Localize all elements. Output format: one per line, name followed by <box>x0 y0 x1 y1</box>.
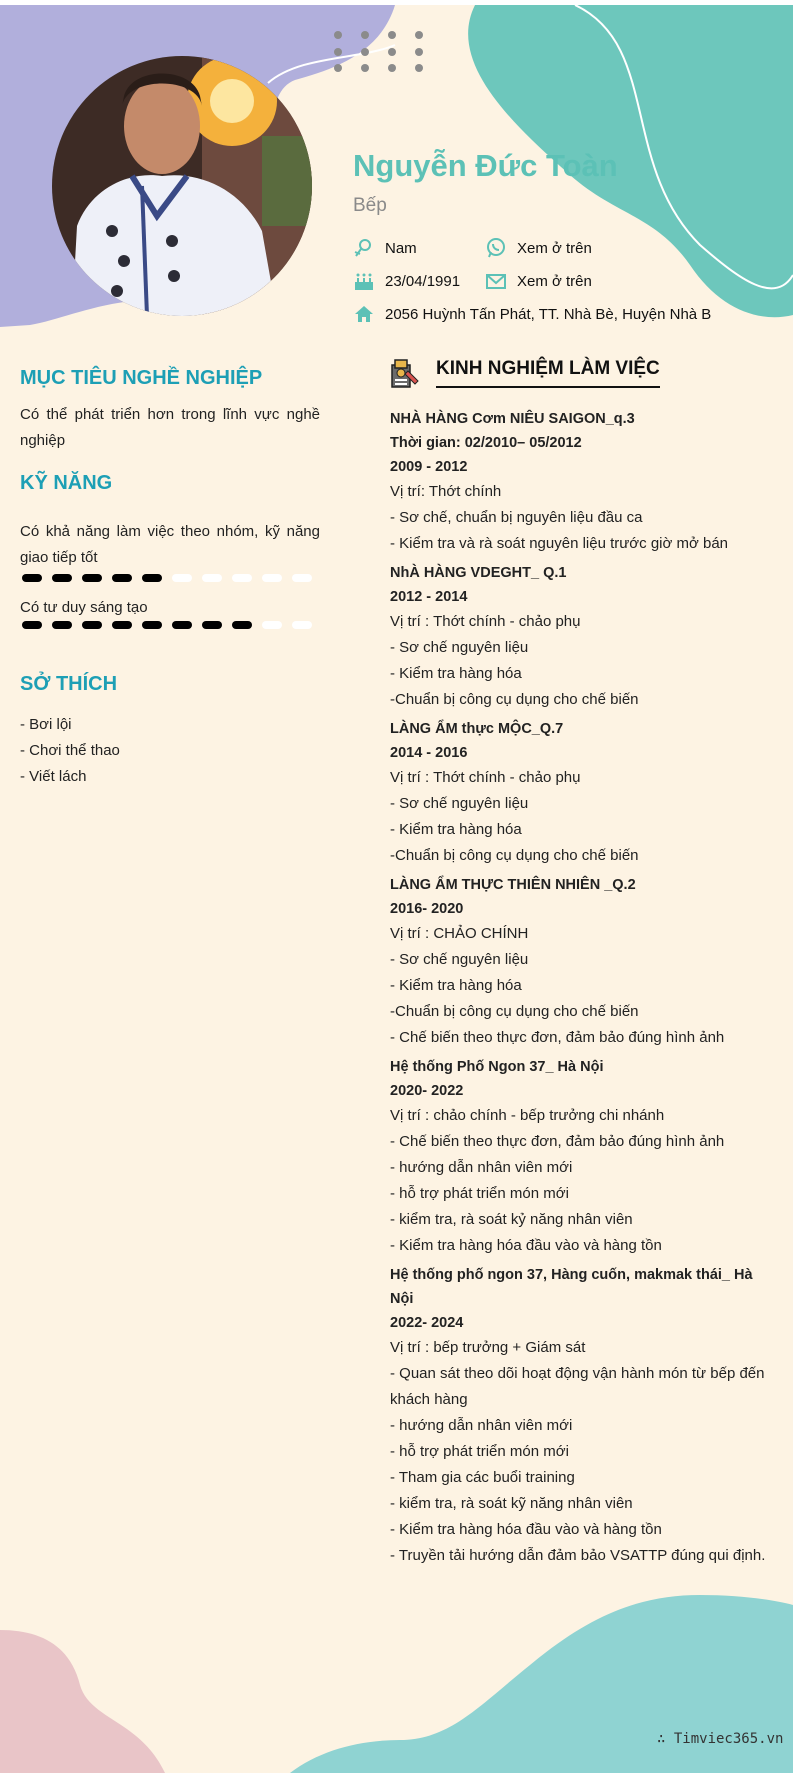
skills-heading: KỸ NĂNG <box>20 472 113 494</box>
rating-segment-filled <box>82 621 102 629</box>
skill-1-label: Có khả năng làm việc theo nhóm, kỹ năng giao tiếp tốt <box>20 523 320 566</box>
email-value[interactable]: Xem ở trên <box>517 272 592 290</box>
avatar-photo <box>52 56 312 316</box>
job-duty: -Chuẩn bị công cụ dụng cho chế biến <box>390 691 639 708</box>
address-value: 2056 Huỳnh Tấn Phát, TT. Nhà Bè, Huyện Nhà B <box>385 305 712 323</box>
experience-heading: KINH NGHIỆM LÀM VIỆC <box>436 358 660 388</box>
rating-segment-filled <box>52 621 72 629</box>
experience-entry <box>390 1055 770 1259</box>
hobby-item: - Chơi thể thao <box>20 742 120 759</box>
rating-segment-filled <box>142 621 162 629</box>
employment-period: 2022- 2024 <box>390 1315 464 1331</box>
rating-segment-filled <box>22 574 42 582</box>
rating-segment-empty <box>292 621 312 629</box>
experience-header <box>390 357 660 389</box>
job-duty: - kiểm tra, rà soát kỷ năng nhân viên <box>390 1211 633 1228</box>
job-duty: - Sơ chế nguyên liệu <box>390 795 529 812</box>
job-duty: - hỗ trợ phát triển món mới <box>390 1185 569 1202</box>
birthday-row <box>353 270 460 292</box>
employment-period: 2016- 2020 <box>390 901 464 917</box>
experience-entry <box>390 873 770 1051</box>
job-duty: - Kiểm tra hàng hóa đầu vào và hàng tồn <box>390 1521 662 1538</box>
birthday-value: 23/04/1991 <box>385 272 461 290</box>
job-duty: - Chế biến theo thực đơn, đảm bảo đúng hình ảnh <box>390 1029 725 1046</box>
address-row <box>353 303 711 325</box>
job-duty: - hỗ trợ phát triển món mới <box>390 1443 569 1460</box>
rating-segment-empty <box>202 574 222 582</box>
job-position: Vị trí : chảo chính - bếp trưởng chi nhánh <box>390 1107 665 1124</box>
pink-blob <box>0 1630 165 1773</box>
experience-entry <box>390 717 770 869</box>
skill-2-rating-bar <box>20 619 320 631</box>
job-position: Vị trí : bếp trưởng + Giám sát <box>390 1339 586 1356</box>
skill-2-label: Có tư duy sáng tạo <box>20 599 148 616</box>
employer-name: LÀNG ẨM THỰC THIÊN NHIÊN _Q.2 <box>390 877 636 893</box>
site-watermark: ∴ Timviec365.vn <box>657 1731 784 1747</box>
rating-segment-filled <box>52 574 72 582</box>
job-position: Vị trí : Thớt chính - chảo phụ <box>390 769 581 786</box>
rating-segment-filled <box>22 621 42 629</box>
rating-segment-empty <box>292 574 312 582</box>
job-duty: - Sơ chế nguyên liệu <box>390 951 529 968</box>
email-row <box>485 270 592 292</box>
email-icon <box>485 270 507 292</box>
employer-name: Hệ thống phố ngon 37, Hàng cuốn, makmak thái_ Hà Nội <box>390 1267 753 1307</box>
employer-name: NhÀ HÀNG VDEGHT_ Q.1 <box>390 565 567 581</box>
career-objective-heading: MỤC TIÊU NGHỀ NGHIỆP <box>20 367 263 389</box>
employment-period: 2009 - 2012 <box>390 459 468 475</box>
job-duty: - Sơ chế nguyên liệu <box>390 639 529 656</box>
rating-segment-empty <box>172 574 192 582</box>
job-duty: - Truyền tải hướng dẫn đảm bảo VSATTP đúng qui định. <box>390 1547 766 1564</box>
job-duty: - Chế biến theo thực đơn, đảm bảo đúng hình ảnh <box>390 1133 725 1150</box>
job-duty: - Kiểm tra hàng hóa đầu vào và hàng tồn <box>390 1237 662 1254</box>
skill-1-rating-bar <box>20 572 320 584</box>
home-icon <box>353 303 375 325</box>
hobbies-heading: SỞ THÍCH <box>20 673 118 695</box>
employment-period: 2012 - 2014 <box>390 589 468 605</box>
job-duty: - hướng dẫn nhân viên mới <box>390 1417 573 1434</box>
rating-segment-filled <box>82 574 102 582</box>
candidate-name: Nguyễn Đức Toàn <box>353 148 618 183</box>
rating-segment-filled <box>112 574 132 582</box>
employer-name: LÀNG ẨM thực MỘC_Q.7 <box>390 721 564 737</box>
hobby-item: - Viết lách <box>20 768 87 785</box>
experience-entry <box>390 561 770 713</box>
job-duty: - Sơ chế, chuẩn bị nguyên liệu đầu ca <box>390 509 643 526</box>
gender-value: Nam <box>385 239 417 257</box>
rating-segment-empty <box>262 621 282 629</box>
job-duty: - Kiểm tra và rà soát nguyên liệu trước giờ mở bán <box>390 535 729 552</box>
birthday-cake-icon <box>353 270 375 292</box>
job-position: Vị trí: Thớt chính <box>390 483 502 500</box>
employment-period: 2020- 2022 <box>390 1083 464 1099</box>
employer-name: NHÀ HÀNG Cơm NIÊU SAIGON_q.3 <box>390 411 635 427</box>
experience-list <box>390 407 770 1573</box>
career-objective-text: Có thể phát triển hơn trong lĩnh vực nghề nghiệp <box>20 406 320 449</box>
experience-icon <box>390 357 420 389</box>
experience-entry <box>390 1263 770 1569</box>
phone-row <box>485 237 592 259</box>
cv-sheet <box>0 5 793 1773</box>
job-duty: -Chuẩn bị công cụ dụng cho chế biến <box>390 847 639 864</box>
job-duty: - Quan sát theo dõi hoạt động vận hành món từ bếp đến khách hàng <box>390 1365 765 1408</box>
gender-row <box>353 237 417 259</box>
employment-period: 2014 - 2016 <box>390 745 468 761</box>
avatar <box>52 56 312 316</box>
employer-name: Hệ thống Phố Ngon 37_ Hà Nội <box>390 1059 604 1075</box>
rating-segment-empty <box>262 574 282 582</box>
rating-segment-filled <box>202 621 222 629</box>
rating-segment-filled <box>142 574 162 582</box>
job-duty: - Kiểm tra hàng hóa <box>390 821 522 838</box>
rating-segment-empty <box>232 574 252 582</box>
gender-icon <box>353 237 375 259</box>
job-title: Bếp <box>353 195 387 216</box>
hobby-item: - Bơi lội <box>20 716 72 733</box>
employment-period: Thời gian: 02/2010– 05/2012 <box>390 435 582 451</box>
job-position: Vị trí : Thớt chính - chảo phụ <box>390 613 581 630</box>
job-duty: - hướng dẫn nhân viên mới <box>390 1159 573 1176</box>
experience-entry <box>390 407 770 557</box>
whatsapp-icon <box>485 237 507 259</box>
job-position: Vị trí : CHẢO CHÍNH <box>390 925 529 942</box>
phone-value[interactable]: Xem ở trên <box>517 239 592 257</box>
job-duty: -Chuẩn bị công cụ dụng cho chế biến <box>390 1003 639 1020</box>
job-duty: - kiểm tra, rà soát kỹ năng nhân viên <box>390 1495 633 1512</box>
job-duty: - Kiểm tra hàng hóa <box>390 665 522 682</box>
job-duty: - Tham gia các buổi training <box>390 1469 575 1486</box>
job-duty: - Kiểm tra hàng hóa <box>390 977 522 994</box>
rating-segment-filled <box>172 621 192 629</box>
rating-segment-filled <box>232 621 252 629</box>
rating-segment-filled <box>112 621 132 629</box>
